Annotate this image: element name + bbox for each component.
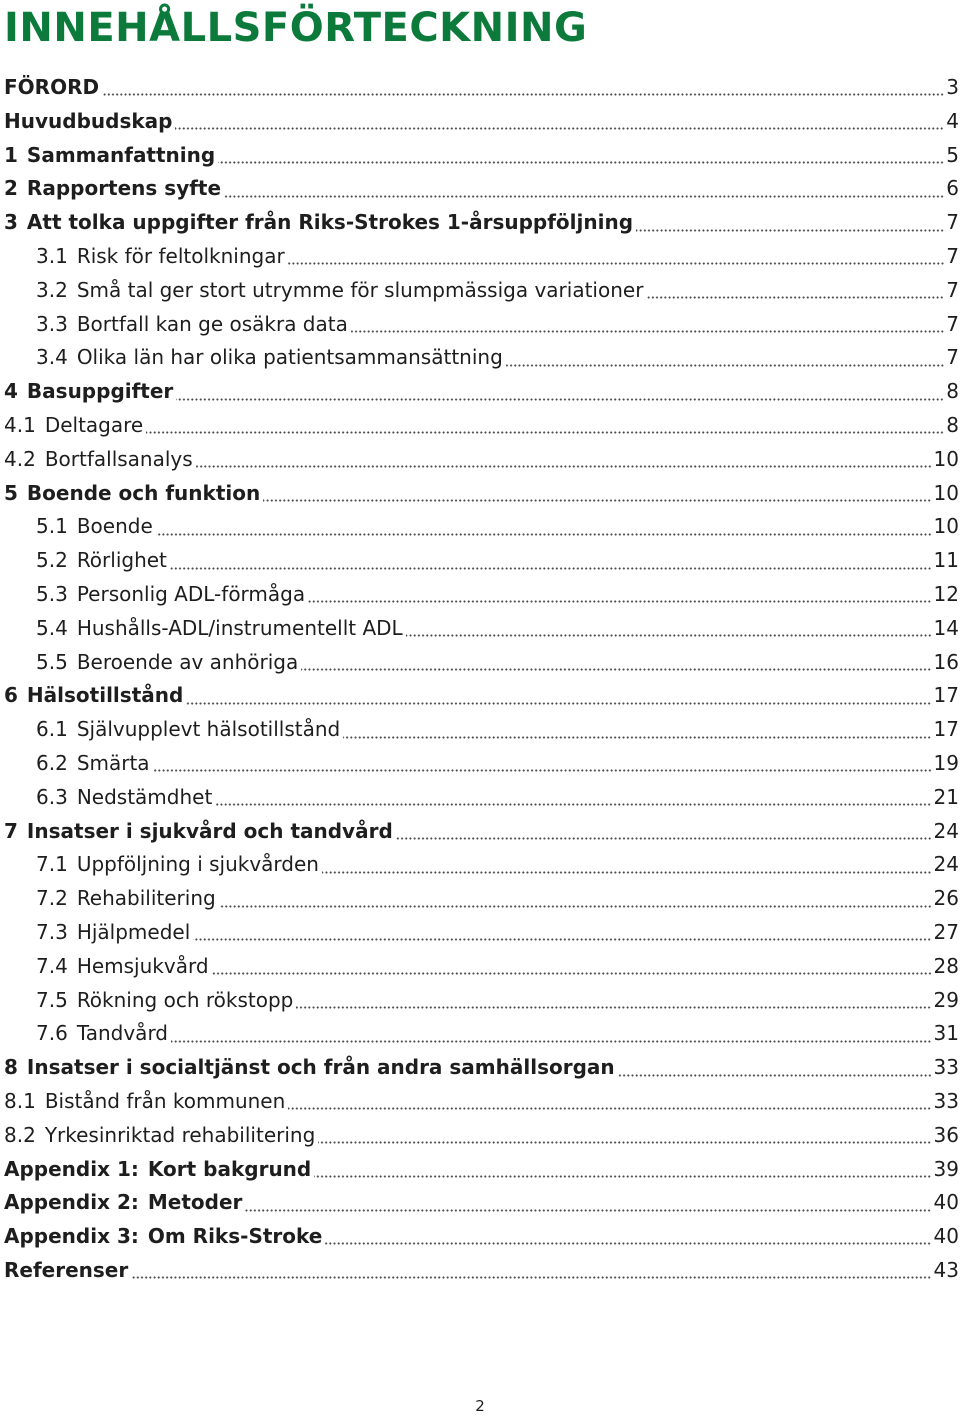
toc-entry-number: 5.4 xyxy=(36,615,68,640)
toc-entry[interactable] xyxy=(4,308,959,342)
toc-entry-label: Bistånd från kommunen xyxy=(44,1088,286,1113)
toc-entry-number: 5.1 xyxy=(36,514,68,539)
dot-leader xyxy=(636,229,944,232)
toc-entry-page-number: 40 xyxy=(933,1224,959,1249)
toc-entry-number: 3.3 xyxy=(36,311,68,336)
toc-entry-page-number: 19 xyxy=(933,750,959,775)
toc-entry-page-number: 29 xyxy=(933,987,959,1012)
toc-entry-number: 7.3 xyxy=(36,919,68,944)
dot-leader xyxy=(215,803,931,806)
toc-entry[interactable] xyxy=(4,950,959,984)
toc-entry-number: 6.1 xyxy=(36,717,68,742)
toc-entry[interactable] xyxy=(4,1254,959,1288)
toc-entry-number: Appendix 2: xyxy=(4,1190,139,1215)
toc-entry-number: 3 xyxy=(4,210,18,235)
toc-entry-number: 8.1 xyxy=(4,1088,36,1113)
toc-entry[interactable] xyxy=(4,882,959,916)
toc-entry[interactable] xyxy=(4,510,959,544)
toc-entry-number: 7.6 xyxy=(36,1021,68,1046)
toc-entry[interactable] xyxy=(4,1017,959,1051)
toc-entry-page-number: 39 xyxy=(933,1156,959,1181)
toc-entry-page-number: 5 xyxy=(946,142,959,167)
page-title: INNEHÅLLSFÖRTECKNING xyxy=(4,5,588,51)
toc-entry[interactable] xyxy=(4,612,959,646)
toc-entry[interactable] xyxy=(4,1085,959,1119)
toc-entry-page-number: 24 xyxy=(933,852,959,877)
toc-entry-label: Tandvård xyxy=(76,1021,169,1046)
toc-entry[interactable] xyxy=(4,815,959,849)
toc-entry-number: 4.1 xyxy=(4,412,36,437)
toc-entry-label: Yrkesinriktad rehabilitering xyxy=(44,1122,316,1147)
toc-entry-label: Boende och funktion xyxy=(26,480,261,505)
dot-leader xyxy=(263,499,931,502)
toc-entry[interactable] xyxy=(4,1051,959,1085)
toc-entry-number: 7.1 xyxy=(36,852,68,877)
dot-leader xyxy=(170,567,932,570)
toc-entry[interactable] xyxy=(4,679,959,713)
toc-entry[interactable] xyxy=(4,713,959,747)
toc-entry-label: Hälsotillstånd xyxy=(26,683,184,708)
toc-entry-page-number: 10 xyxy=(933,514,959,539)
table-of-contents xyxy=(4,71,959,1288)
toc-entry[interactable] xyxy=(4,172,959,206)
toc-entry-number: 3.1 xyxy=(36,243,68,268)
dot-leader xyxy=(296,1006,931,1009)
dot-leader xyxy=(646,296,944,299)
dot-leader xyxy=(396,837,932,840)
toc-entry-label: FÖRORD xyxy=(4,75,100,99)
toc-entry-page-number: 33 xyxy=(933,1055,959,1080)
toc-entry-page-number: 7 xyxy=(946,277,959,302)
toc-entry-label: Insatser i socialtjänst och från andra samhällsorgan xyxy=(26,1055,615,1080)
toc-entry-label: Deltagare xyxy=(44,412,144,437)
toc-entry-label: Boende xyxy=(76,514,153,539)
dot-leader xyxy=(322,871,932,874)
toc-entry-label: Rehabilitering xyxy=(76,886,216,911)
toc-entry-page-number: 4 xyxy=(946,108,959,133)
toc-entry-number: Appendix 1: xyxy=(4,1156,139,1181)
toc-entry-label: Små tal ger stort utrymme för slumpmässiga variationer xyxy=(76,277,644,302)
toc-entry-number: 6 xyxy=(4,683,18,708)
toc-entry-label: Rapportens syfte xyxy=(26,176,222,201)
dot-leader xyxy=(218,161,944,164)
toc-entry[interactable] xyxy=(4,105,959,139)
toc-entry-page-number: 10 xyxy=(933,446,959,471)
toc-entry[interactable] xyxy=(4,1186,959,1220)
toc-entry[interactable] xyxy=(4,1119,959,1153)
toc-entry[interactable] xyxy=(4,71,959,105)
toc-entry-label: Rökning och rökstopp xyxy=(76,987,294,1012)
toc-entry[interactable] xyxy=(4,781,959,815)
dot-leader xyxy=(288,262,945,265)
toc-entry[interactable] xyxy=(4,341,959,375)
toc-entry-page-number: 7 xyxy=(946,210,959,235)
toc-entry-label: Sammanfattning xyxy=(26,142,216,167)
toc-entry-label: Självupplevt hälsotillstånd xyxy=(76,717,341,742)
dot-leader xyxy=(245,1209,931,1212)
toc-entry-number: 7 xyxy=(4,818,18,843)
toc-entry-number: Appendix 3: xyxy=(4,1224,139,1249)
toc-entry-label: Beroende av anhöriga xyxy=(76,649,299,674)
toc-entry-number: 5 xyxy=(4,480,18,505)
toc-entry-page-number: 7 xyxy=(946,345,959,370)
toc-entry[interactable] xyxy=(4,1153,959,1187)
dot-leader xyxy=(506,364,944,367)
toc-entry-page-number: 7 xyxy=(946,311,959,336)
toc-entry-label: Huvudbudskap xyxy=(4,108,173,133)
toc-entry-page-number: 6 xyxy=(946,176,959,201)
toc-entry-label: Hjälpmedel xyxy=(76,919,191,944)
dot-leader xyxy=(325,1242,931,1245)
toc-entry-label: Bortfallsanalys xyxy=(44,446,193,471)
dot-leader xyxy=(153,769,932,772)
toc-entry-label: Insatser i sjukvård och tandvård xyxy=(26,818,393,843)
toc-entry-page-number: 7 xyxy=(946,243,959,268)
toc-entry[interactable] xyxy=(4,139,959,173)
dot-leader xyxy=(288,1107,931,1110)
toc-entry-page-number: 28 xyxy=(933,953,959,978)
toc-entry-label: Rörlighet xyxy=(76,548,167,573)
toc-entry-label: Risk för feltolkningar xyxy=(76,243,285,268)
toc-entry-label: Uppföljning i sjukvården xyxy=(76,852,319,877)
dot-leader xyxy=(186,702,931,705)
toc-entry[interactable] xyxy=(4,984,959,1018)
toc-entry-label: Personlig ADL-förmåga xyxy=(76,581,306,606)
toc-entry-label: Hushålls-ADL/instrumentellt ADL xyxy=(76,615,403,640)
toc-entry-number: 8 xyxy=(4,1055,18,1080)
toc-entry[interactable] xyxy=(4,916,959,950)
page-number: 2 xyxy=(475,1397,485,1415)
toc-entry-number: 7.5 xyxy=(36,987,68,1012)
toc-entry-page-number: 8 xyxy=(946,379,959,404)
dot-leader xyxy=(618,1074,932,1077)
dot-leader xyxy=(196,465,932,468)
dot-leader xyxy=(131,1276,931,1279)
dot-leader xyxy=(156,533,932,536)
toc-entry[interactable] xyxy=(4,409,959,443)
toc-entry-page-number: 27 xyxy=(933,919,959,944)
toc-entry-label: Att tolka uppgifter från Riks-Strokes 1-årsuppföljning xyxy=(26,210,634,235)
toc-entry[interactable] xyxy=(4,274,959,308)
toc-entry-label: Basuppgifter xyxy=(26,379,174,404)
toc-entry-page-number: 17 xyxy=(933,683,959,708)
dot-leader xyxy=(146,431,944,434)
toc-entry-number: 7.4 xyxy=(36,953,68,978)
dot-leader xyxy=(171,1040,932,1043)
toc-entry-page-number: 24 xyxy=(933,818,959,843)
dot-leader xyxy=(308,600,931,603)
toc-entry-number: 6.2 xyxy=(36,750,68,775)
toc-entry[interactable] xyxy=(4,375,959,409)
toc-entry-number: 1 xyxy=(4,142,18,167)
toc-entry-label: Olika län har olika patientsammansättning xyxy=(76,345,503,370)
toc-entry-label: Referenser xyxy=(4,1257,129,1282)
toc-entry-page-number: 31 xyxy=(933,1021,959,1046)
dot-leader xyxy=(301,668,931,671)
toc-entry[interactable] xyxy=(4,477,959,511)
toc-entry-label: Bortfall kan ge osäkra data xyxy=(76,311,348,336)
toc-entry-number: 3.2 xyxy=(36,277,68,302)
dot-leader xyxy=(314,1175,931,1178)
toc-entry[interactable] xyxy=(4,578,959,612)
dot-leader xyxy=(219,905,932,908)
toc-entry-number: 3.4 xyxy=(36,345,68,370)
toc-entry-page-number: 21 xyxy=(933,784,959,809)
toc-entry-page-number: 36 xyxy=(933,1122,959,1147)
toc-entry-label: Hemsjukvård xyxy=(76,953,209,978)
dot-leader xyxy=(351,330,944,333)
toc-entry[interactable] xyxy=(4,206,959,240)
toc-entry-number: 8.2 xyxy=(4,1122,36,1147)
dot-leader xyxy=(176,398,944,401)
toc-entry-page-number: 10 xyxy=(933,480,959,505)
toc-entry-number: 7.2 xyxy=(36,886,68,911)
toc-entry-number: 5.5 xyxy=(36,649,68,674)
dot-leader xyxy=(102,93,944,96)
toc-entry-label: Nedstämdhet xyxy=(76,784,213,809)
dot-leader xyxy=(212,972,932,975)
dot-leader xyxy=(175,127,944,130)
toc-entry[interactable] xyxy=(4,1220,959,1254)
toc-entry-label: Kort bakgrund xyxy=(147,1156,312,1181)
dot-leader xyxy=(343,736,931,739)
toc-entry-page-number: 11 xyxy=(933,548,959,573)
toc-entry-page-number: 17 xyxy=(933,717,959,742)
dot-leader xyxy=(406,634,932,637)
toc-entry-number: 6.3 xyxy=(36,784,68,809)
toc-entry-page-number: 12 xyxy=(933,581,959,606)
toc-entry-page-number: 16 xyxy=(933,649,959,674)
toc-entry[interactable] xyxy=(4,544,959,578)
toc-entry-page-number: 40 xyxy=(933,1190,959,1215)
toc-entry[interactable] xyxy=(4,848,959,882)
toc-entry-label: Smärta xyxy=(76,750,150,775)
toc-entry-number: 4 xyxy=(4,379,18,404)
toc-entry-label: Metoder xyxy=(147,1190,243,1215)
toc-entry-number: 5.2 xyxy=(36,548,68,573)
toc-entry[interactable] xyxy=(4,747,959,781)
dot-leader xyxy=(193,938,931,941)
toc-entry[interactable] xyxy=(4,443,959,477)
dot-leader xyxy=(318,1141,931,1144)
toc-entry-page-number: 33 xyxy=(933,1088,959,1113)
toc-entry-page-number: 26 xyxy=(933,886,959,911)
toc-entry-label: Om Riks-Stroke xyxy=(147,1224,323,1249)
toc-entry-number: 5.3 xyxy=(36,581,68,606)
toc-entry[interactable] xyxy=(4,240,959,274)
toc-entry-page-number: 8 xyxy=(946,412,959,437)
toc-entry-page-number: 43 xyxy=(933,1257,959,1282)
toc-entry[interactable] xyxy=(4,646,959,680)
toc-entry-page-number: 3 xyxy=(946,75,959,99)
dot-leader xyxy=(224,195,944,198)
toc-entry-page-number: 14 xyxy=(933,615,959,640)
toc-entry-number: 4.2 xyxy=(4,446,36,471)
toc-entry-number: 2 xyxy=(4,176,18,201)
